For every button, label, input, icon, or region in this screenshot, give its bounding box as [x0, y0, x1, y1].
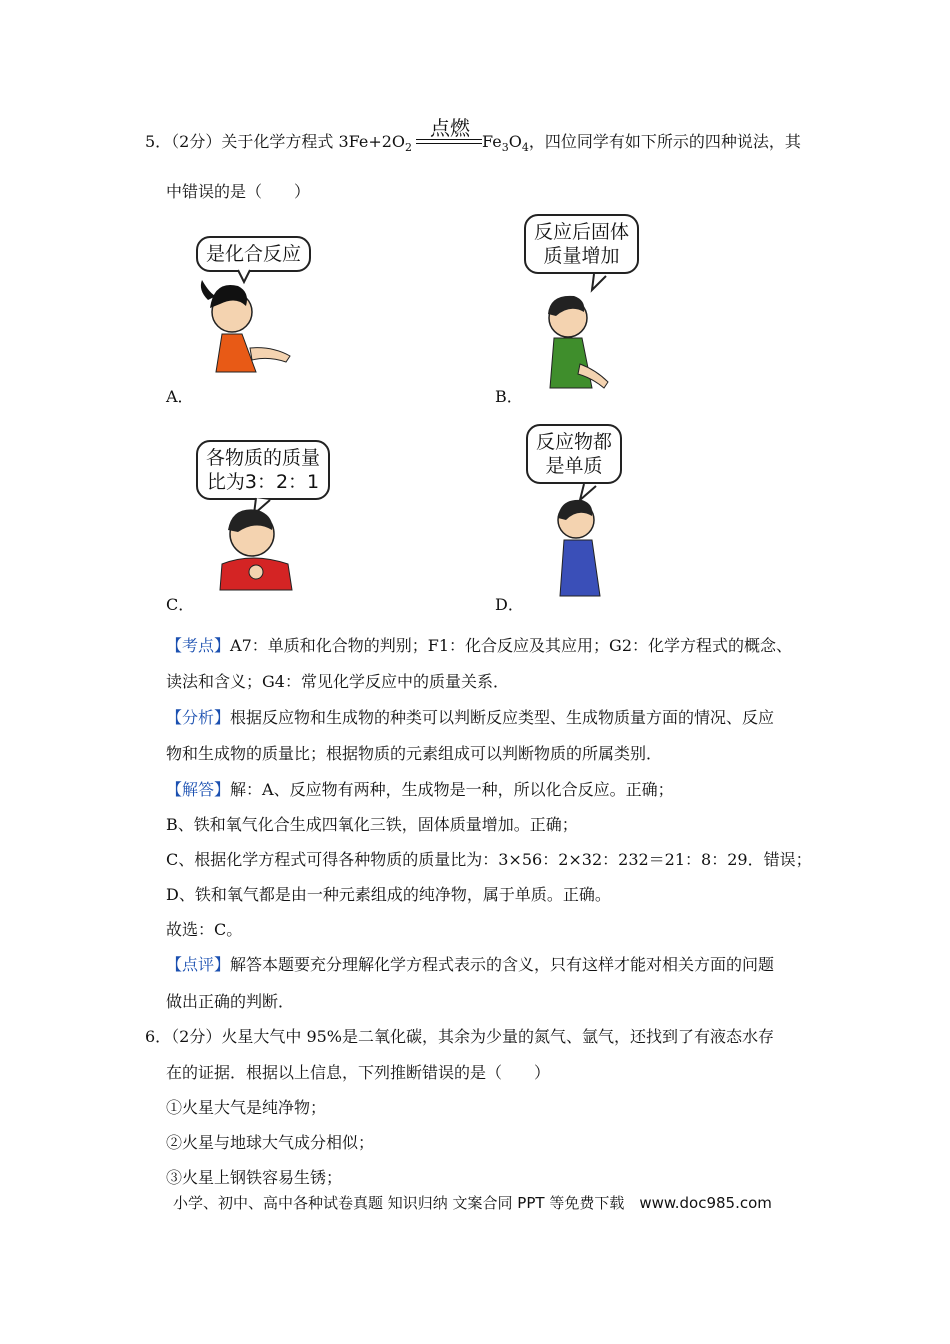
- man-d-illustration: [526, 424, 656, 604]
- option-a-label[interactable]: A．: [166, 387, 194, 406]
- dianping-line1: 【点评】解答本题要充分理解化学方程式表示的含义，只有这样才能对相关方面的问题: [166, 955, 775, 974]
- option-d-figure: [526, 424, 656, 604]
- q5-product-o: O: [508, 132, 522, 151]
- q5-product-fe: Fe: [482, 132, 502, 151]
- equals-sign: [416, 139, 482, 144]
- q5-product-sub4: 4: [521, 141, 529, 155]
- kaodian-line2: 读法和含义；G4：常见化学反应中的质量关系．: [166, 672, 509, 691]
- dianping-tag: 【点评】: [166, 955, 231, 974]
- dianping-line2: 做出正确的判断．: [166, 992, 295, 1011]
- kaodian-tag: 【考点】: [166, 636, 231, 655]
- q6-item-2: ②火星与地球大气成分相似；: [166, 1133, 375, 1152]
- option-b-figure: [520, 214, 650, 394]
- girl-illustration: [180, 230, 310, 390]
- q5-sub2: 2: [405, 141, 413, 155]
- q6-item-3: ③火星上钢铁容易生锈；: [166, 1168, 343, 1187]
- option-b-label[interactable]: B．: [495, 387, 523, 406]
- option-d-bubble: 反应物都 是单质: [526, 424, 622, 484]
- boy-b-illustration: [520, 214, 650, 394]
- option-a-bubble: 是化合反应: [196, 236, 311, 272]
- option-b-bubble: 反应后固体 质量增加: [524, 214, 639, 274]
- fenxi-line1: 【分析】根据反应物和生成物的种类可以判断反应类型、生成物质量方面的情况、反应: [166, 708, 775, 727]
- jieda-line2: B、铁和氧气化合生成四氧化三铁，固体质量增加。正确；: [166, 815, 578, 834]
- jieda-line4: D、铁和氧气都是由一种元素组成的纯净物，属于单质。正确。: [166, 885, 611, 904]
- option-d-label[interactable]: D．: [495, 595, 524, 614]
- fenxi-line2: 物和生成物的质量比；根据物质的元素组成可以判断物质的所属类别．: [166, 744, 663, 763]
- q5-prefix: 5．（2分）关于化学方程式 3Fe+2O: [145, 132, 406, 151]
- option-c-label[interactable]: C．: [166, 595, 195, 614]
- option-c-figure: [196, 440, 336, 600]
- q5-line2: 中错误的是（ ）: [166, 182, 311, 201]
- q6-line2: 在的证据．根据以上信息，下列推断错误的是（ ）: [166, 1063, 551, 1082]
- kaodian-line1: 【考点】A7：单质和化合物的判别；F1：化合反应及其应用；G2：化学方程式的概念、: [166, 636, 792, 655]
- jieda-line1: 【解答】解：A、反应物有两种，生成物是一种，所以化合反应。正确；: [166, 780, 674, 799]
- fenxi-tag: 【分析】: [166, 708, 231, 727]
- q5-product-sub3: 3: [501, 141, 509, 155]
- q5-suffix: ，四位同学有如下所示的四种说法，其: [528, 132, 801, 151]
- option-a-figure: [180, 230, 310, 390]
- option-c-bubble: 各物质的质量 比为3：2：1: [196, 440, 330, 500]
- q6-line1: 6．（2分）火星大气中 95%是二氧化碳，其余为少量的氮气、氩气，还找到了有液态水存: [145, 1027, 775, 1046]
- jieda-line5: 故选：C。: [166, 920, 243, 939]
- q6-item-1: ①火星大气是纯净物；: [166, 1098, 327, 1117]
- footer-note: 小学、初中、高中各种试卷真题 知识归纳 文案合同 PPT 等免费下载 www.doc985.com: [173, 1194, 772, 1212]
- jieda-tag: 【解答】: [166, 780, 231, 799]
- boy-c-illustration: [196, 440, 336, 600]
- jieda-line3: C、根据化学方程式可得各种物质的质量比为：3×56：2×32：232＝21：8：29．错误；: [166, 850, 812, 869]
- reaction-condition: 点燃: [430, 116, 470, 140]
